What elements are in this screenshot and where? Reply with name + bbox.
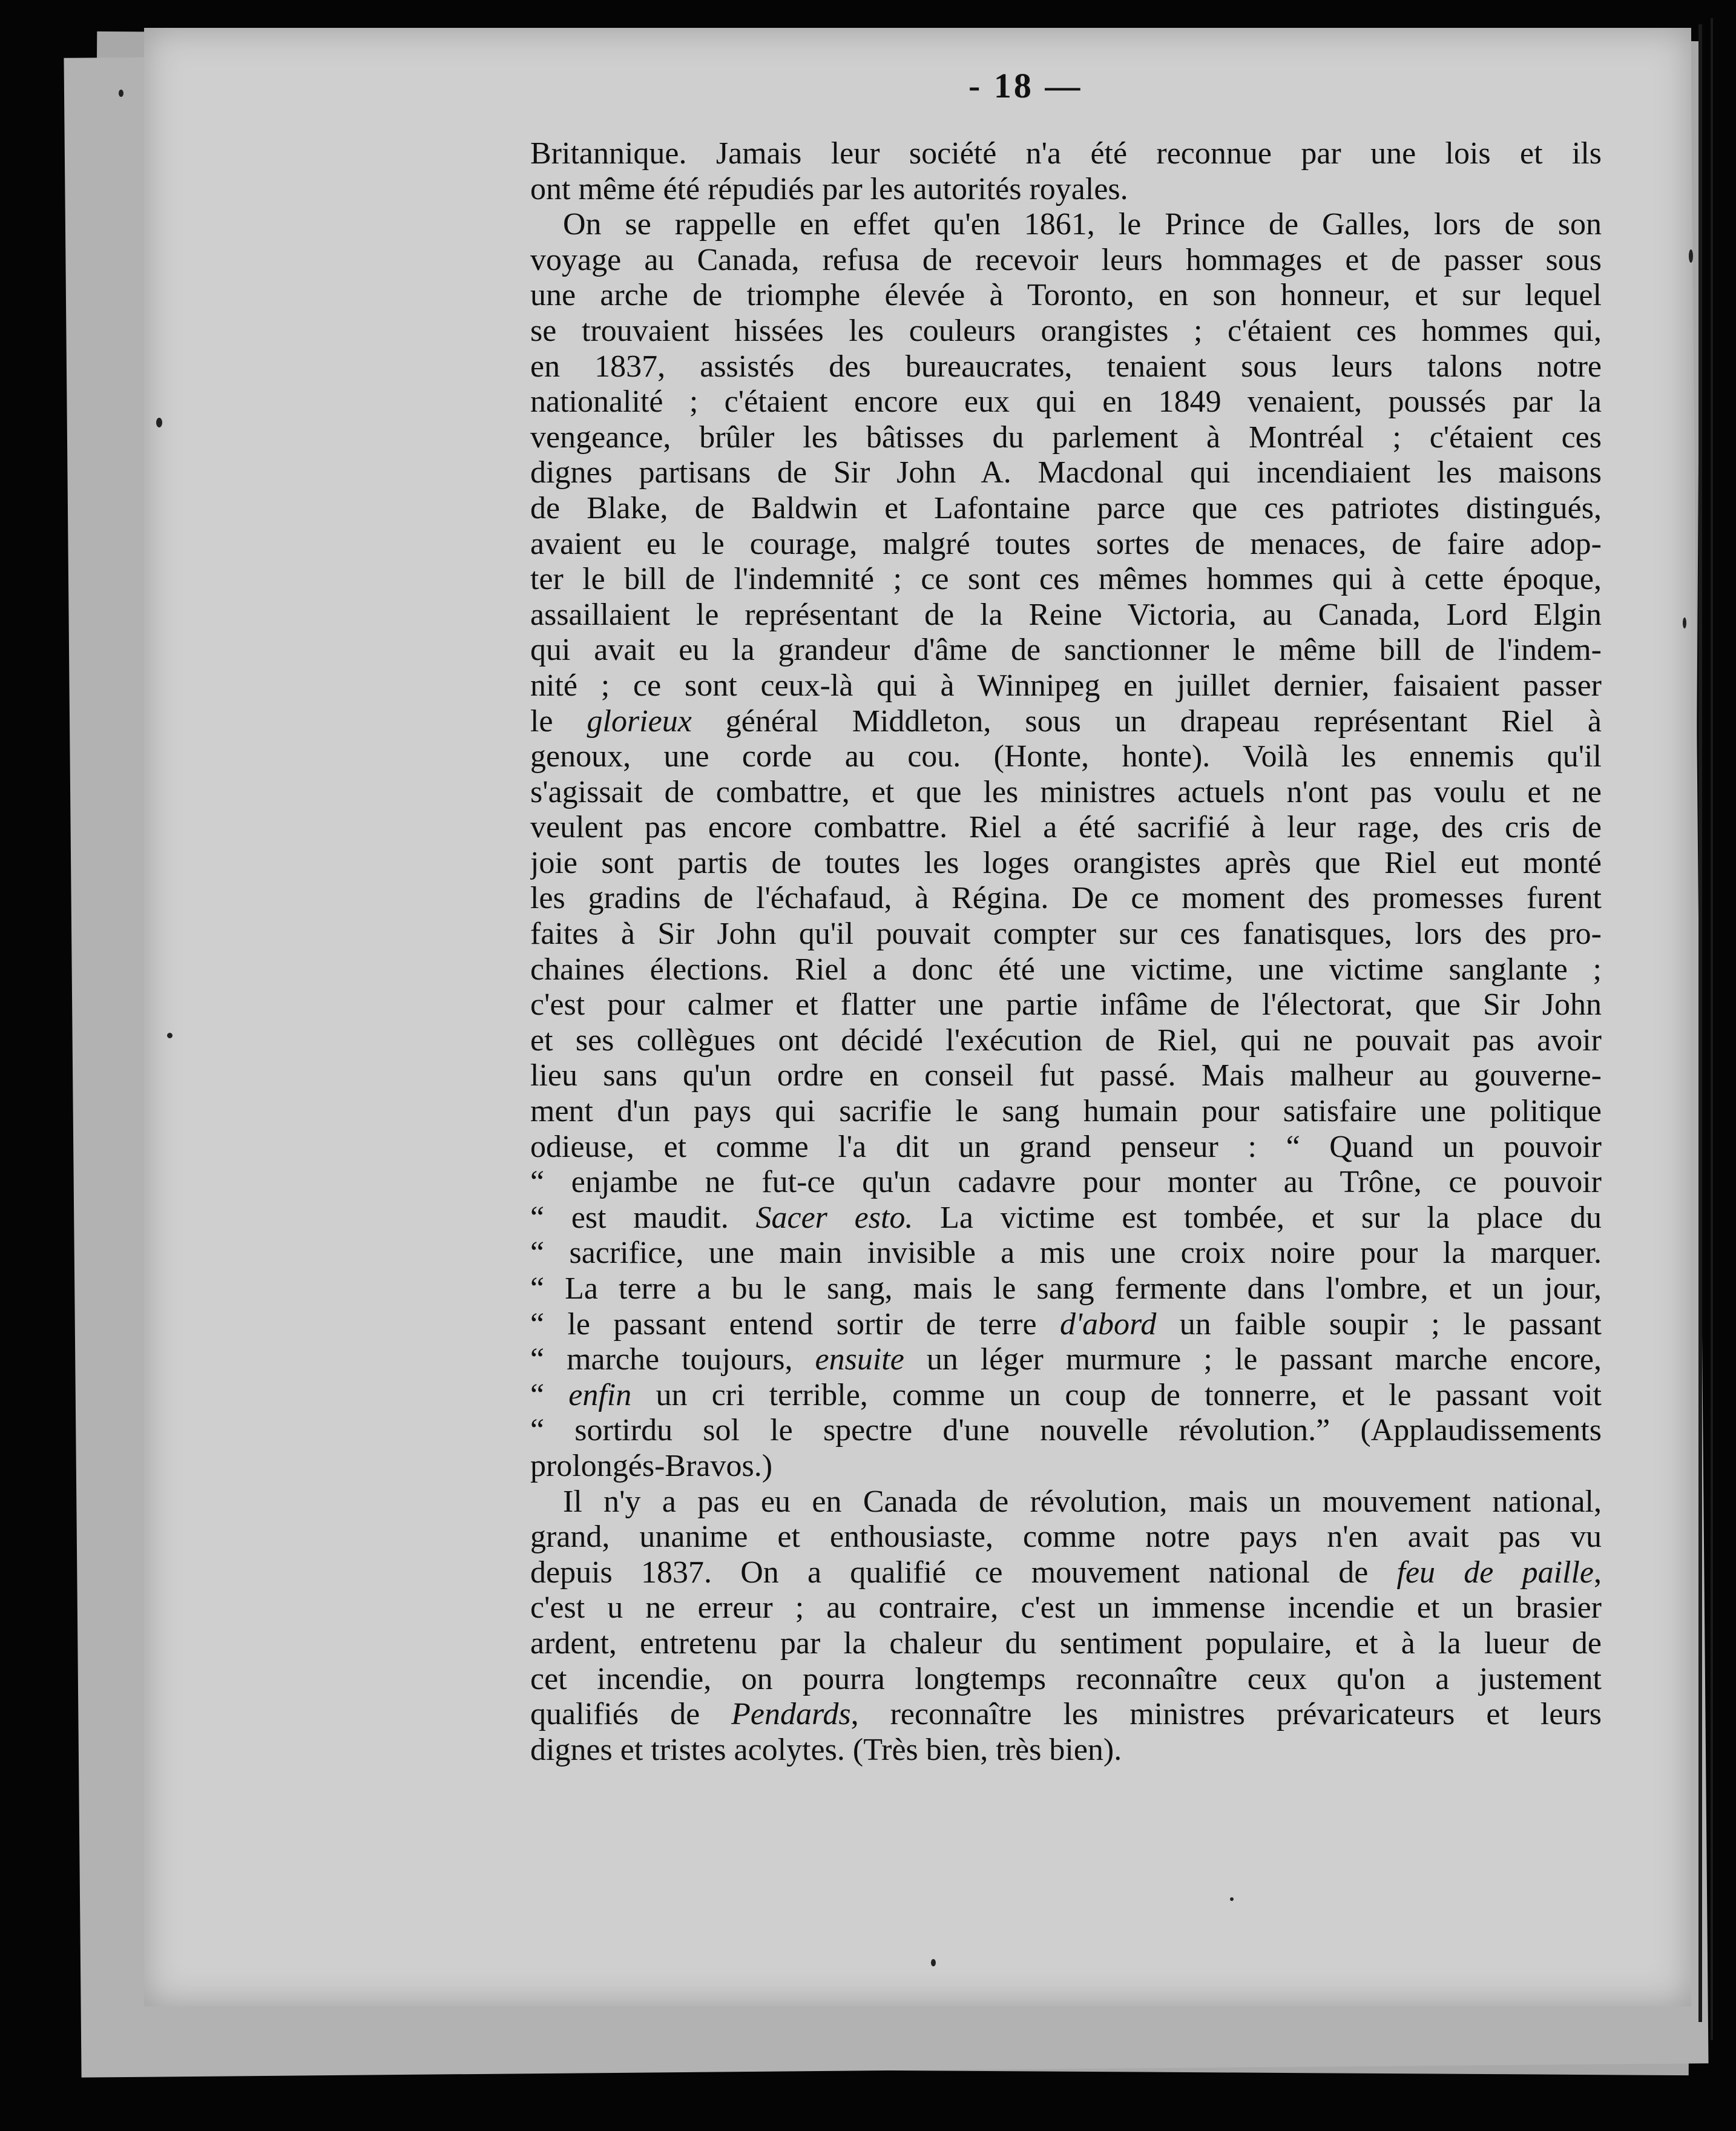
text-line: et ses collègues ont décidé l'exécution de Riel, qui ne pouvait pas avoir: [530, 1023, 1602, 1058]
text-line: une arche de triomphe élevée à Toronto, en son honneur, et sur lequel: [530, 278, 1602, 313]
scan-speck: [931, 1959, 936, 1966]
text-line: “ sacrifice, une main invisible a mis une croix noire pour la marquer.: [530, 1236, 1602, 1271]
text-line: “ La terre a bu le sang, mais le sang fermente dans l'ombre, et un jour,: [530, 1271, 1602, 1306]
text-line: Britannique. Jamais leur société n'a été reconnue par une lois et ils: [530, 136, 1602, 171]
text-line: le glorieux général Middleton, sous un drapeau représentant Riel à: [530, 703, 1602, 739]
text-line: On se rappelle en effet qu'en 1861, le Prince de Galles, lors de son: [563, 207, 1602, 242]
text-line: “ enfin un cri terrible, comme un coup de tonnerre, et le passant voit: [530, 1377, 1602, 1412]
scan-speck: [167, 1033, 173, 1038]
text-line: ardent, entretenu par la chaleur du sentiment populaire, et à la lueur de: [530, 1625, 1602, 1661]
text-line: se trouvaient hissées les couleurs orangistes ; c'étaient ces hommes qui,: [530, 313, 1602, 348]
text-line: vengeance, brûler les bâtisses du parlement à Montréal ; c'étaient ces: [530, 420, 1602, 455]
text-line: voyage au Canada, refusa de recevoir leurs hommages et de passer sous: [530, 242, 1602, 277]
page-edge-line: [1698, 24, 1702, 2022]
text-line: qui avait eu la grandeur d'âme de sanctionner le même bill de l'indem-: [530, 633, 1602, 668]
text-line: qualifiés de Pendards, reconnaître les ministres prévaricateurs et leurs: [530, 1697, 1602, 1732]
text-line: grand, unanime et enthousiaste, comme notre pays n'en avait pas vu: [530, 1520, 1602, 1555]
text-line: “ marche toujours, ensuite un léger murmure ; le passant marche encore,: [530, 1342, 1602, 1377]
text-line: de Blake, de Baldwin et Lafontaine parce que ces patriotes distingués,: [530, 490, 1602, 525]
text-line: veulent pas encore combattre. Riel a été sacrifié à leur rage, des cris de: [530, 810, 1602, 845]
scan-speck: [1230, 1897, 1234, 1901]
text-line: chaines élections. Riel a donc été une victime, une victime sanglante ;: [530, 952, 1602, 987]
text-line: s'agissait de combattre, et que les ministres actuels n'ont pas voulu et ne: [530, 774, 1602, 809]
text-line: ment d'un pays qui sacrifie le sang humain pour satisfaire une politique: [530, 1094, 1602, 1129]
text-line: cet incendie, on pourra longtemps reconnaître ceux qu'on a justement: [530, 1661, 1602, 1696]
paragraph: [530, 136, 1602, 207]
paragraph: [530, 1484, 1602, 1768]
scan-speck: [156, 418, 162, 427]
scan-speck: [1683, 618, 1686, 628]
text-line: en 1837, assistés des bureaucrates, tenaient sous leurs talons notre: [530, 349, 1602, 384]
text-line: c'est u ne erreur ; au contraire, c'est un immense incendie et un brasier: [530, 1590, 1602, 1625]
text-line: depuis 1837. On a qualifié ce mouvement national de feu de paille,: [530, 1555, 1602, 1590]
text-line: faites à Sir John qu'il pouvait compter sur ces fanatisques, lors des pro-: [530, 917, 1602, 952]
text-line: genoux, une corde au cou. (Honte, honte). Voilà les ennemis qu'il: [530, 739, 1602, 774]
text-line: ter le bill de l'indemnité ; ce sont ces mêmes hommes qui à cette époque,: [530, 562, 1602, 597]
text-line: joie sont partis de toutes les loges orangistes après que Riel eut monté: [530, 845, 1602, 880]
text-line: lieu sans qu'un ordre en conseil fut passé. Mais malheur au gouverne-: [530, 1058, 1602, 1093]
text-line: c'est pour calmer et flatter une partie infâme de l'électorat, que Sir John: [530, 987, 1602, 1023]
text-line: avaient eu le courage, malgré toutes sortes de menaces, de faire adop-: [530, 526, 1602, 561]
text-line: “ sortirdu sol le spectre d'une nouvelle révolution.” (Applaudissements: [530, 1413, 1602, 1448]
body-text: [530, 136, 1602, 1768]
text-line: odieuse, et comme l'a dit un grand penseur : “ Quand un pouvoir: [530, 1129, 1602, 1164]
text-line: “ enjambe ne fut-ce qu'un cadavre pour monter au Trône, ce pouvoir: [530, 1165, 1602, 1200]
scan-speck: [1689, 249, 1693, 263]
text-line: les gradins de l'échafaud, à Régina. De ce moment des promesses furent: [530, 881, 1602, 916]
text-line: “ le passant entend sortir de terre d'abord un faible soupir ; le passant: [530, 1306, 1602, 1342]
text-line: dignes partisans de Sir John A. Macdonal qui incendiaient les maisons: [530, 455, 1602, 490]
text-line: prolongés-Bravos.): [530, 1448, 773, 1483]
text-line: Il n'y a pas eu en Canada de révolution, mais un mouvement national,: [563, 1484, 1602, 1519]
text-line: nationalité ; c'étaient encore eux qui en 1849 venaient, poussés par la: [530, 384, 1602, 420]
page-edge-line: [1711, 18, 1713, 2040]
text-line: nité ; ce sont ceux-là qui à Winnipeg en juillet dernier, faisaient passer: [530, 668, 1602, 703]
text-line: dignes et tristes acolytes. (Très bien, très bien).: [530, 1732, 1122, 1767]
text-line: “ est maudit. Sacer esto. La victime est tombée, et sur la place du: [530, 1200, 1602, 1235]
page-number: - 18 —: [968, 66, 1083, 105]
text-line: assaillaient le représentant de la Reine Victoria, au Canada, Lord Elgin: [530, 597, 1602, 632]
text-line: ont même été répudiés par les autorités royales.: [530, 171, 1128, 206]
scan-speck: [119, 90, 123, 97]
paragraph: [530, 207, 1602, 1484]
